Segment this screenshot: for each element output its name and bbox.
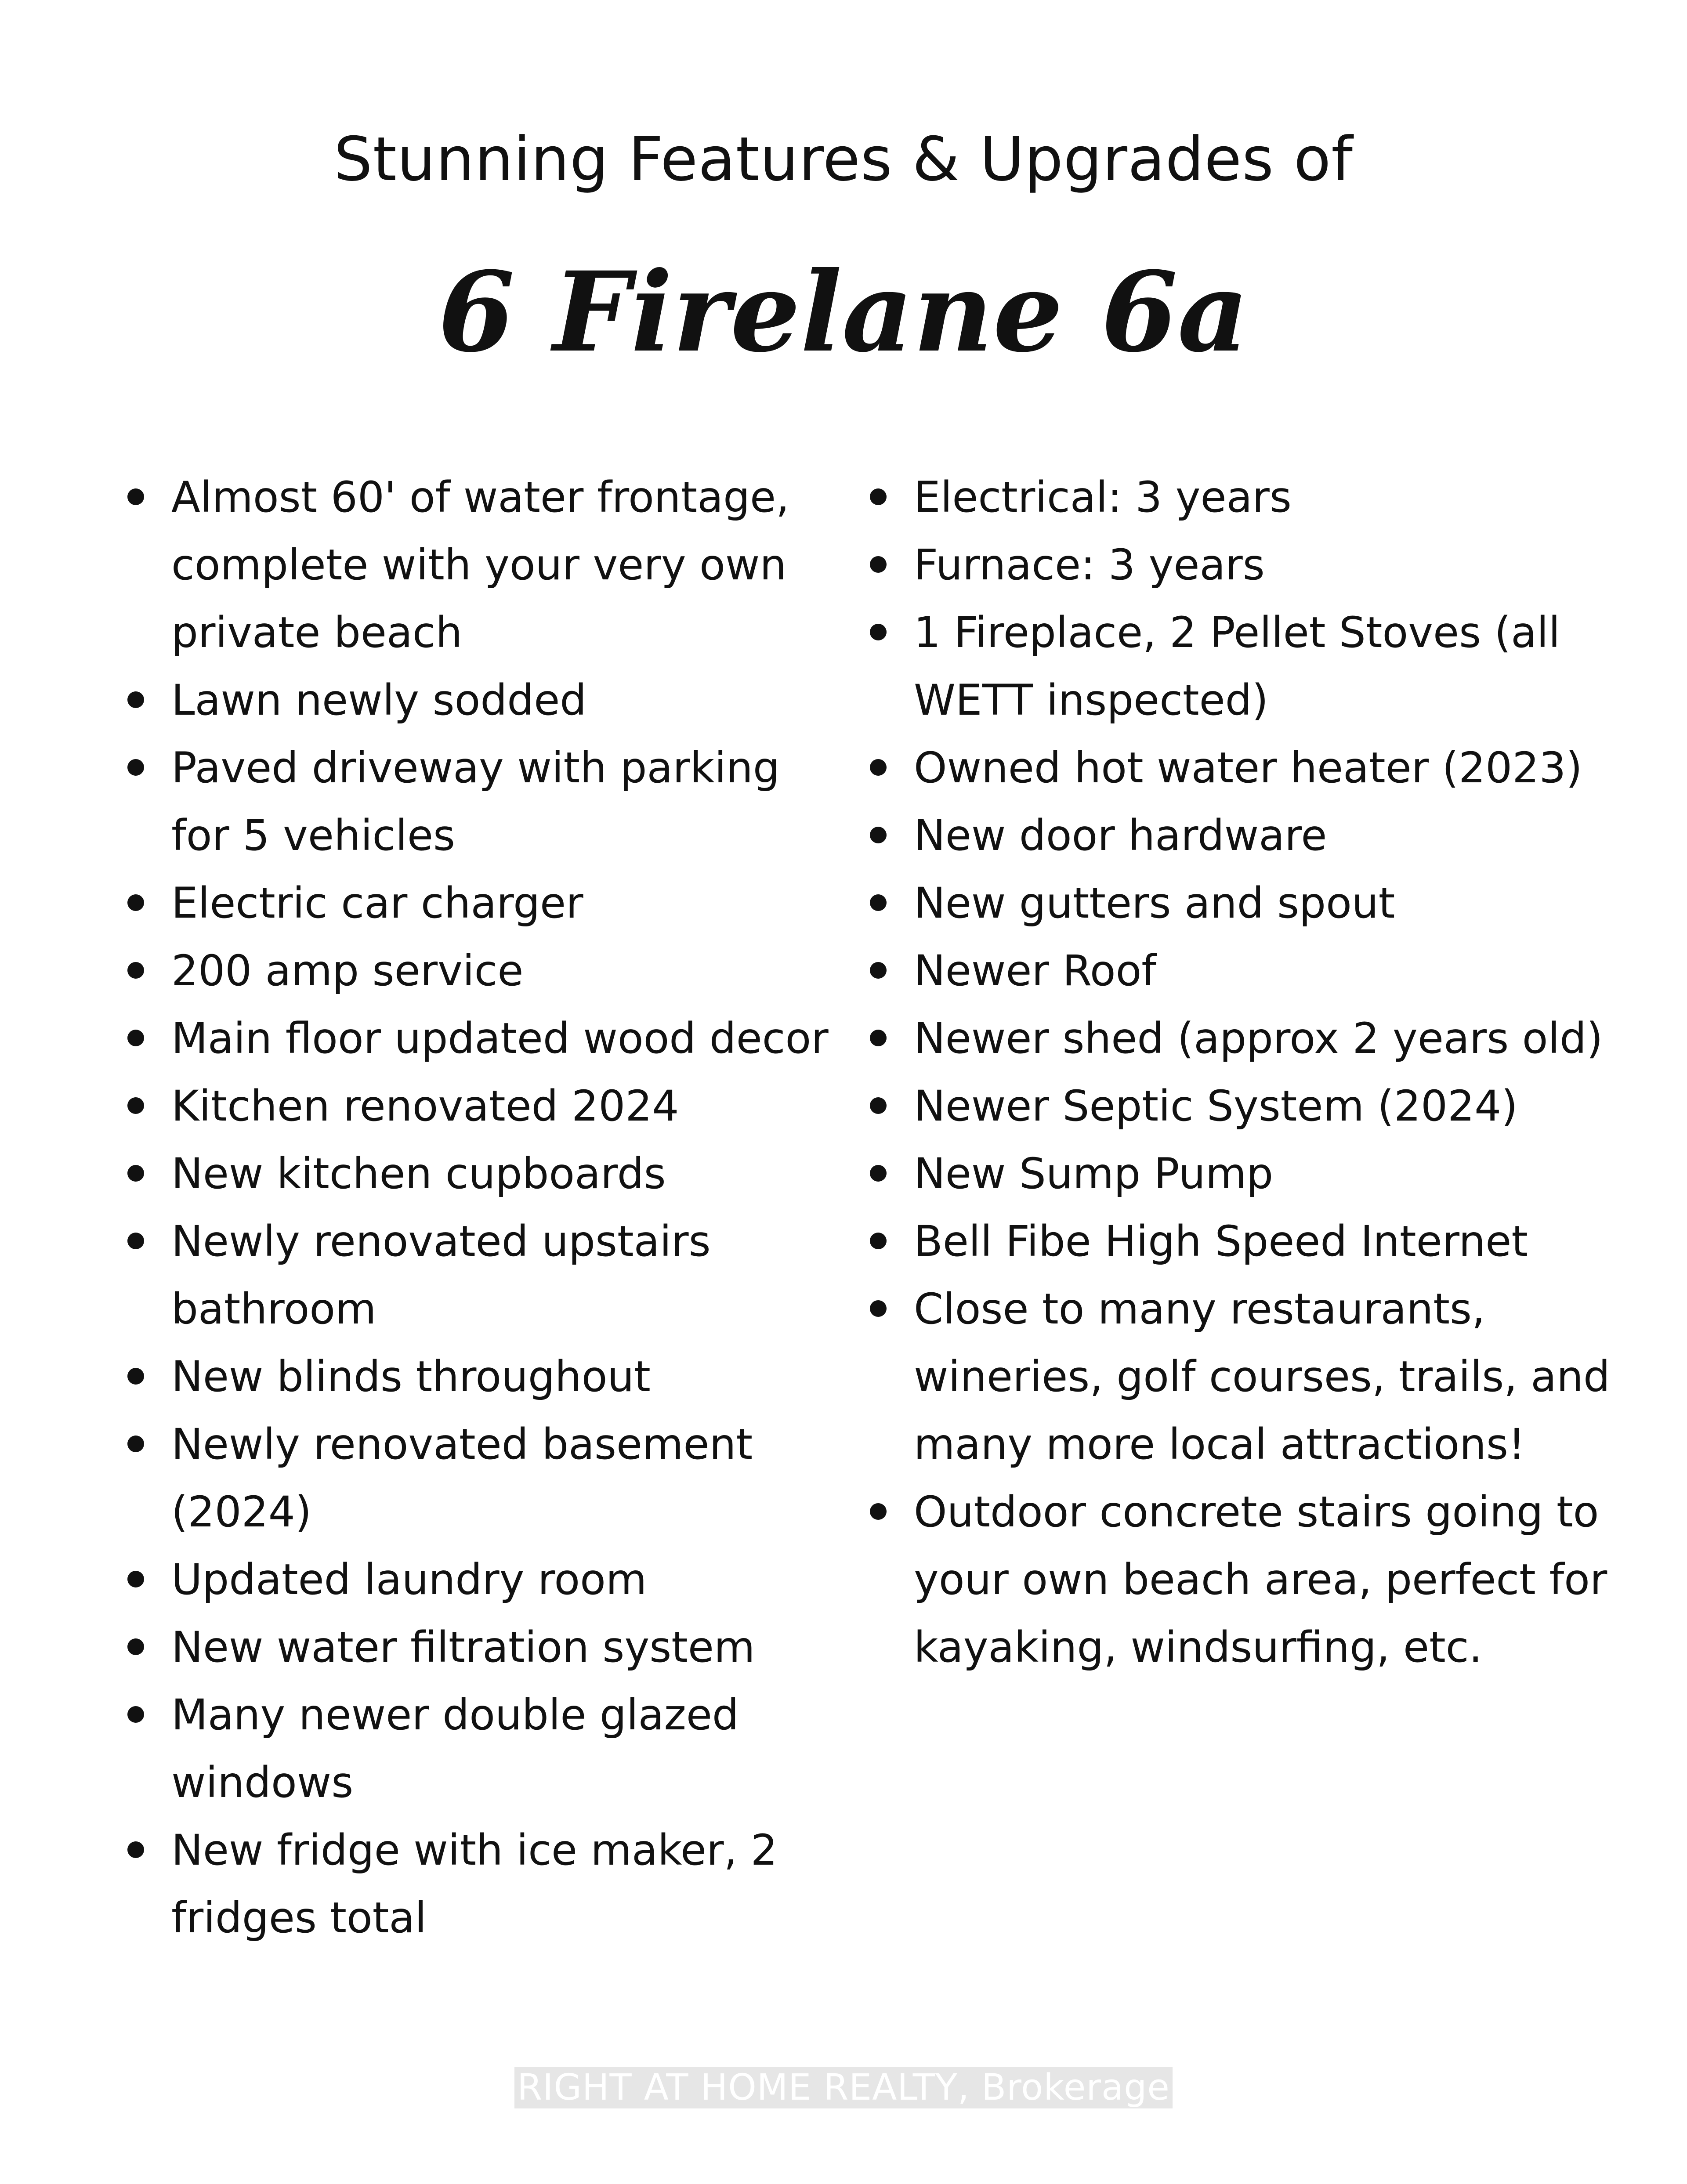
list-item (870, 802, 1625, 869)
bullet-icon (870, 556, 887, 573)
feature-text: Electrical: 3 years (914, 473, 1292, 522)
bullet-icon (127, 1638, 144, 1655)
bullet-icon (127, 759, 144, 776)
feature-text: Lawn newly sodded (171, 676, 587, 725)
list-item (870, 599, 1625, 734)
bullet-icon (127, 1030, 144, 1046)
feature-text: Close to many restaurants, wineries, golf courses, trails, and many more local attractions! (914, 1284, 1610, 1469)
list-item (127, 1816, 848, 1952)
feature-text: Outdoor concrete stairs going to your own beach area, perfect for kayaking, windsurfing, etc. (914, 1487, 1607, 1672)
bullet-icon (870, 759, 887, 776)
feature-text: Many newer double glazed windows (171, 1690, 739, 1807)
bullet-icon (870, 1300, 887, 1317)
list-item (127, 1208, 848, 1343)
list-item (127, 1546, 848, 1613)
list-item (870, 1072, 1625, 1140)
feature-text: New fridge with ice maker, 2 fridges total (171, 1826, 778, 1942)
features-list-left (127, 463, 848, 1952)
feature-text: Almost 60' of water frontage, complete with your very own private beach (171, 473, 789, 657)
feature-text: Newer Roof (914, 946, 1157, 995)
feature-text: New blinds throughout (171, 1352, 651, 1401)
feature-text: Paved driveway with parking for 5 vehicles (171, 743, 780, 860)
bullet-icon (870, 488, 887, 505)
bullet-icon (870, 1097, 887, 1114)
feature-text: Furnace: 3 years (914, 540, 1265, 589)
bullet-icon (870, 894, 887, 911)
bullet-icon (127, 691, 144, 708)
list-item (127, 869, 848, 937)
list-item (870, 869, 1625, 937)
list-item (127, 1681, 848, 1816)
list-item (127, 463, 848, 666)
bullet-icon (870, 827, 887, 843)
bullet-icon (127, 962, 144, 979)
feature-text: Updated laundry room (171, 1555, 647, 1604)
bullet-icon (870, 1233, 887, 1249)
bullet-icon (127, 1571, 144, 1587)
list-item (127, 937, 848, 1005)
bullet-icon (127, 1436, 144, 1452)
features-list-right (870, 463, 1625, 1681)
list-item (127, 1072, 848, 1140)
list-item (870, 1478, 1625, 1681)
brokerage-watermark (0, 2067, 1687, 2108)
list-item (870, 1275, 1625, 1478)
bullet-icon (870, 624, 887, 640)
bullet-icon (870, 962, 887, 979)
bullet-icon (127, 1706, 144, 1723)
feature-text: Newly renovated basement (2024) (171, 1420, 753, 1537)
bullet-icon (127, 1841, 144, 1858)
list-item (870, 734, 1625, 802)
bullet-icon (870, 1165, 887, 1182)
bullet-icon (127, 1097, 144, 1114)
list-item (127, 1005, 848, 1072)
list-item (870, 1005, 1625, 1072)
list-item (870, 937, 1625, 1005)
feature-text: New Sump Pump (914, 1149, 1274, 1198)
list-item (870, 531, 1625, 599)
list-item (127, 1613, 848, 1681)
list-item (870, 1208, 1625, 1275)
bullet-icon (127, 1368, 144, 1385)
bullet-icon (870, 1503, 887, 1520)
list-item (127, 734, 848, 869)
feature-text: 1 Fireplace, 2 Pellet Stoves (all WETT inspected) (914, 608, 1560, 725)
list-item (127, 1343, 848, 1410)
feature-text: Kitchen renovated 2024 (171, 1081, 679, 1131)
watermark-text: RIGHT AT HOME REALTY, Brokerage (514, 2067, 1173, 2108)
bullet-icon (127, 894, 144, 911)
bullet-icon (127, 1233, 144, 1249)
page-title: Stunning Features & Upgrades of (334, 124, 1353, 195)
list-item (127, 666, 848, 734)
feature-text: Bell Fibe High Speed Internet (914, 1217, 1528, 1266)
list-item (127, 1140, 848, 1208)
feature-text: Newer shed (approx 2 years old) (914, 1014, 1603, 1063)
feature-text: Newly renovated upstairs bathroom (171, 1217, 711, 1334)
list-item (870, 1140, 1625, 1208)
feature-text: Main floor updated wood decor (171, 1014, 829, 1063)
bullet-icon (870, 1030, 887, 1046)
bullet-icon (127, 488, 144, 505)
feature-text: 200 amp service (171, 946, 524, 995)
bullet-icon (127, 1165, 144, 1182)
feature-text: New kitchen cupboards (171, 1149, 666, 1198)
list-item (870, 463, 1625, 531)
feature-text: New gutters and spout (914, 879, 1395, 928)
property-address: 6 Firelane 6a (438, 247, 1249, 376)
feature-text: New water filtration system (171, 1623, 755, 1672)
feature-text: Newer Septic System (2024) (914, 1081, 1518, 1131)
feature-text: New door hardware (914, 811, 1327, 860)
feature-text: Electric car charger (171, 879, 583, 928)
list-item (127, 1410, 848, 1546)
feature-text: Owned hot water heater (2023) (914, 743, 1582, 792)
